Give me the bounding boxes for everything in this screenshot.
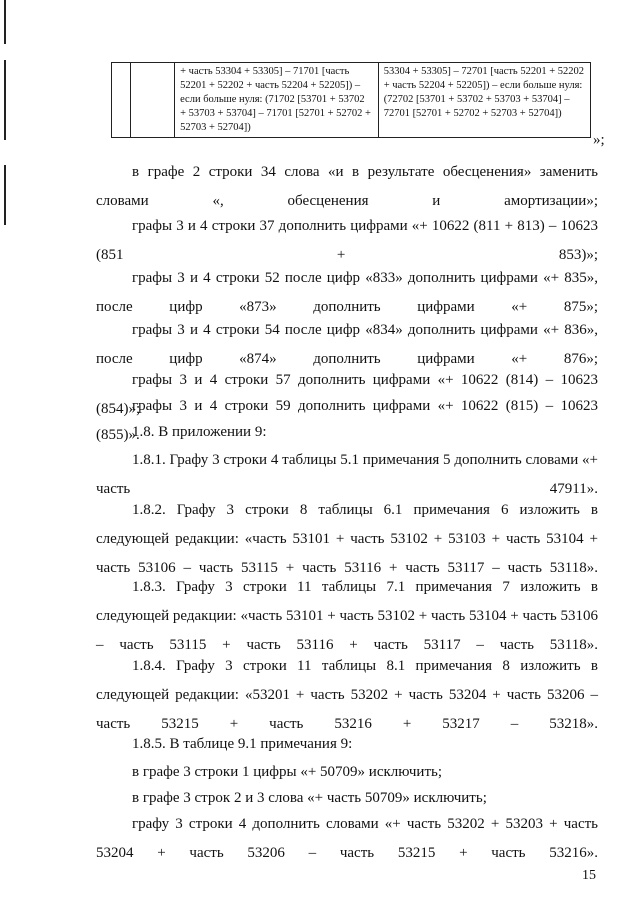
paragraph: графы 3 и 4 строки 52 после цифр «833» дополнить цифрами «+ 835», после цифр «873» дополнить цифрами «+ 875»; xyxy=(96,270,598,315)
paragraph: в графе 3 строк 2 и 3 слова «+ часть 50709» исключить; xyxy=(132,790,487,806)
table-cell-col4: 53304 + 53305] – 72701 [часть 52201 + 52202 + часть 52204 + 52205]) – если больше нуля: (72702 [53701 + 53702 + 53703 + 53704] – 72701 [52701 + 52702 + 52703 + 52704]) xyxy=(378,63,590,138)
paragraph: графы 3 и 4 строки 54 после цифр «834» дополнить цифрами «+ 836», после цифр «874» дополнить цифрами «+ 876»; xyxy=(96,322,598,367)
table-cell-empty xyxy=(112,63,131,138)
paragraph: графы 3 и 4 строки 59 дополнить цифрами «+ 10622 (815) – 10623 (855)». xyxy=(96,398,598,443)
scan-edge-mark xyxy=(4,0,6,44)
table-closing-quote: »; xyxy=(593,132,605,148)
paragraph: графы 3 и 4 строки 37 дополнить цифрами «+ 10622 (811 + 813) – 10623 (851 + 853)»; xyxy=(96,218,598,263)
paragraph: 1.8.1. Графу 3 строки 4 таблицы 5.1 примечания 5 дополнить словами «+ часть 47911». xyxy=(96,452,598,497)
paragraph: графы 3 и 4 строки 57 дополнить цифрами «+ 10622 (814) – 10623 (854)»; xyxy=(96,372,598,417)
paragraph: в графе 2 строки 34 слова «и в результате обесценения» заменить словами «, обесценения и амортизации»; xyxy=(96,164,598,209)
scan-edge-mark xyxy=(4,60,6,140)
page-number: 15 xyxy=(582,868,596,883)
table-cell-empty xyxy=(130,63,175,138)
table-cell-col3: + часть 53304 + 53305] – 71701 [часть 52201 + 52202 + часть 52204 + 52205]) – если больше нуля: (71702 [53701 + 53702 + 53703 + 53704] – 71701 [52701 + 52702 + 52703 + 52704]) xyxy=(175,63,379,138)
paragraph: 1.8.4. Графу 3 строки 11 таблицы 8.1 примечания 8 изложить в следующей редакции: «53201 + часть 53202 + часть 53204 + часть 53206 – часть 53215 + часть 53216 + 53217 – 53218». xyxy=(96,658,598,732)
paragraph: 1.8.2. Графу 3 строки 8 таблицы 6.1 примечания 6 изложить в следующей редакции: «часть 53101 + часть 53102 + 53103 + часть 53104 + часть 53106 – часть 53115 + часть 53116 + часть 53117 – часть 53118». xyxy=(96,502,598,576)
scan-edge-mark xyxy=(4,165,6,225)
section-heading: 1.8.5. В таблице 9.1 примечания 9: xyxy=(132,736,353,752)
paragraph: в графе 3 строки 1 цифры «+ 50709» исключить; xyxy=(132,764,443,780)
amendment-table-fragment xyxy=(111,62,591,138)
paragraph: графу 3 строки 4 дополнить словами «+ часть 53202 + 53203 + часть 53204 + часть 53206 – часть 53215 + часть 53216». xyxy=(96,816,598,861)
section-heading: 1.8. В приложении 9: xyxy=(132,424,267,440)
paragraph: 1.8.3. Графу 3 строки 11 таблицы 7.1 примечания 7 изложить в следующей редакции: «часть 53101 + часть 53102 + часть 53104 + часть 53106 – часть 53115 + часть 53116 + часть 53117 – часть 53118». xyxy=(96,579,598,653)
table-row xyxy=(112,63,591,138)
